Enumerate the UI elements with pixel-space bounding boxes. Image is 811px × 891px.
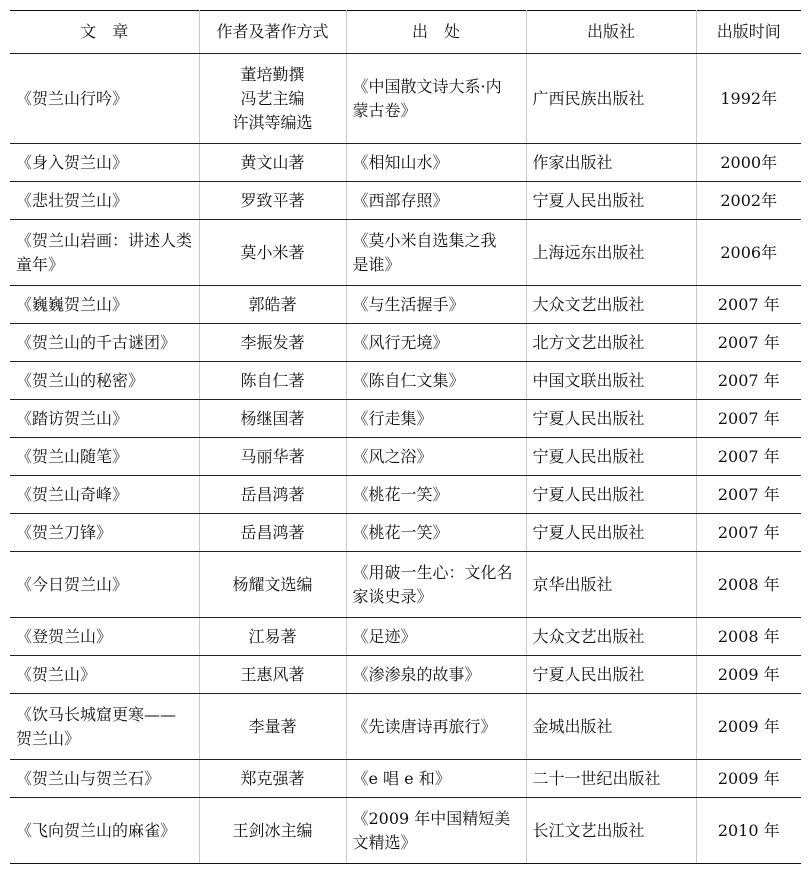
source-cell: 《e 唱 e 和》 bbox=[346, 760, 526, 798]
article-cell: 《贺兰山的千古谜团》 bbox=[10, 324, 199, 362]
publisher-cell: 宁夏人民出版社 bbox=[526, 438, 696, 476]
table-row bbox=[10, 618, 801, 656]
article-cell: 《身入贺兰山》 bbox=[10, 144, 199, 182]
article-cell: 《贺兰山行吟》 bbox=[10, 54, 199, 144]
table-row bbox=[10, 324, 801, 362]
author-cell: 岳昌鸿著 bbox=[199, 514, 346, 552]
author-cell: 杨耀文选编 bbox=[199, 552, 346, 618]
author-cell: 罗致平著 bbox=[199, 182, 346, 220]
article-cell: 《悲壮贺兰山》 bbox=[10, 182, 199, 220]
header-row bbox=[10, 11, 801, 54]
year-cell: 2007 年 bbox=[696, 324, 801, 362]
author-cell: 陈自仁著 bbox=[199, 362, 346, 400]
table-row bbox=[10, 182, 801, 220]
bibliography-table bbox=[10, 10, 801, 864]
author-cell: 王惠风著 bbox=[199, 656, 346, 694]
source-cell: 《风行无境》 bbox=[346, 324, 526, 362]
source-cell: 《桃花一笑》 bbox=[346, 476, 526, 514]
source-cell: 《莫小米自选集之我 是谁》 bbox=[346, 220, 526, 286]
article-cell: 《贺兰山随笔》 bbox=[10, 438, 199, 476]
author-cell: 马丽华著 bbox=[199, 438, 346, 476]
article-cell: 《贺兰山的秘密》 bbox=[10, 362, 199, 400]
year-cell: 2009 年 bbox=[696, 760, 801, 798]
header-year: 出版时间 bbox=[696, 11, 801, 54]
publisher-cell: 宁夏人民出版社 bbox=[526, 476, 696, 514]
header-author: 作者及著作方式 bbox=[199, 11, 346, 54]
year-cell: 2010 年 bbox=[696, 798, 801, 864]
header-source: 出 处 bbox=[346, 11, 526, 54]
author-cell: 杨继国著 bbox=[199, 400, 346, 438]
author-cell: 江易著 bbox=[199, 618, 346, 656]
source-cell: 《2009 年中国精短美 文精选》 bbox=[346, 798, 526, 864]
table-row bbox=[10, 760, 801, 798]
source-cell: 《西部存照》 bbox=[346, 182, 526, 220]
year-cell: 2007 年 bbox=[696, 438, 801, 476]
publisher-cell: 中国文联出版社 bbox=[526, 362, 696, 400]
source-cell: 《足迹》 bbox=[346, 618, 526, 656]
source-cell: 《相知山水》 bbox=[346, 144, 526, 182]
publisher-cell: 长江文艺出版社 bbox=[526, 798, 696, 864]
source-cell: 《桃花一笑》 bbox=[346, 514, 526, 552]
article-cell: 《贺兰山与贺兰石》 bbox=[10, 760, 199, 798]
year-cell: 2007 年 bbox=[696, 400, 801, 438]
table-row bbox=[10, 476, 801, 514]
year-cell: 2000年 bbox=[696, 144, 801, 182]
year-cell: 2008 年 bbox=[696, 552, 801, 618]
header-article: 文 章 bbox=[10, 11, 199, 54]
publisher-cell: 宁夏人民出版社 bbox=[526, 514, 696, 552]
publisher-cell: 广西民族出版社 bbox=[526, 54, 696, 144]
header-publisher: 出版社 bbox=[526, 11, 696, 54]
publisher-cell: 大众文艺出版社 bbox=[526, 618, 696, 656]
article-cell: 《贺兰刀锋》 bbox=[10, 514, 199, 552]
year-cell: 1992年 bbox=[696, 54, 801, 144]
source-cell: 《行走集》 bbox=[346, 400, 526, 438]
author-cell: 郑克强著 bbox=[199, 760, 346, 798]
author-cell: 李振发著 bbox=[199, 324, 346, 362]
table-header bbox=[10, 11, 801, 54]
source-cell: 《与生活握手》 bbox=[346, 286, 526, 324]
publisher-cell: 宁夏人民出版社 bbox=[526, 182, 696, 220]
year-cell: 2007 年 bbox=[696, 362, 801, 400]
table-row bbox=[10, 286, 801, 324]
year-cell: 2007 年 bbox=[696, 286, 801, 324]
year-cell: 2009 年 bbox=[696, 694, 801, 760]
source-cell: 《陈自仁文集》 bbox=[346, 362, 526, 400]
table-row bbox=[10, 400, 801, 438]
table-row bbox=[10, 220, 801, 286]
table-row bbox=[10, 798, 801, 864]
publisher-cell: 作家出版社 bbox=[526, 144, 696, 182]
article-cell: 《踏访贺兰山》 bbox=[10, 400, 199, 438]
author-cell: 李量著 bbox=[199, 694, 346, 760]
article-cell: 《贺兰山奇峰》 bbox=[10, 476, 199, 514]
table-row bbox=[10, 144, 801, 182]
year-cell: 2006年 bbox=[696, 220, 801, 286]
article-cell: 《登贺兰山》 bbox=[10, 618, 199, 656]
publisher-cell: 大众文艺出版社 bbox=[526, 286, 696, 324]
table-row bbox=[10, 552, 801, 618]
article-cell: 《饮马长城窟更寒—— 贺兰山》 bbox=[10, 694, 199, 760]
source-cell: 《风之浴》 bbox=[346, 438, 526, 476]
publisher-cell: 北方文艺出版社 bbox=[526, 324, 696, 362]
author-cell: 黄文山著 bbox=[199, 144, 346, 182]
year-cell: 2008 年 bbox=[696, 618, 801, 656]
author-cell: 董培勤撰 冯艺主编 许淇等编选 bbox=[199, 54, 346, 144]
table-row bbox=[10, 514, 801, 552]
table-row bbox=[10, 362, 801, 400]
source-cell: 《中国散文诗大系·内 蒙古卷》 bbox=[346, 54, 526, 144]
table-row bbox=[10, 438, 801, 476]
table-row bbox=[10, 694, 801, 760]
year-cell: 2007 年 bbox=[696, 514, 801, 552]
source-cell: 《渗渗泉的故事》 bbox=[346, 656, 526, 694]
publisher-cell: 宁夏人民出版社 bbox=[526, 400, 696, 438]
article-cell: 《今日贺兰山》 bbox=[10, 552, 199, 618]
publisher-cell: 二十一世纪出版社 bbox=[526, 760, 696, 798]
year-cell: 2009 年 bbox=[696, 656, 801, 694]
publisher-cell: 金城出版社 bbox=[526, 694, 696, 760]
article-cell: 《飞向贺兰山的麻雀》 bbox=[10, 798, 199, 864]
author-cell: 郭皓著 bbox=[199, 286, 346, 324]
author-cell: 莫小米著 bbox=[199, 220, 346, 286]
table-body bbox=[10, 54, 801, 864]
year-cell: 2007 年 bbox=[696, 476, 801, 514]
year-cell: 2002年 bbox=[696, 182, 801, 220]
source-cell: 《先读唐诗再旅行》 bbox=[346, 694, 526, 760]
table-row bbox=[10, 54, 801, 144]
publisher-cell: 京华出版社 bbox=[526, 552, 696, 618]
article-cell: 《巍巍贺兰山》 bbox=[10, 286, 199, 324]
author-cell: 王剑冰主编 bbox=[199, 798, 346, 864]
author-cell: 岳昌鸿著 bbox=[199, 476, 346, 514]
table-row bbox=[10, 656, 801, 694]
publisher-cell: 宁夏人民出版社 bbox=[526, 656, 696, 694]
source-cell: 《用破一生心：文化名 家谈史录》 bbox=[346, 552, 526, 618]
article-cell: 《贺兰山岩画：讲述人类 童年》 bbox=[10, 220, 199, 286]
article-cell: 《贺兰山》 bbox=[10, 656, 199, 694]
publisher-cell: 上海远东出版社 bbox=[526, 220, 696, 286]
